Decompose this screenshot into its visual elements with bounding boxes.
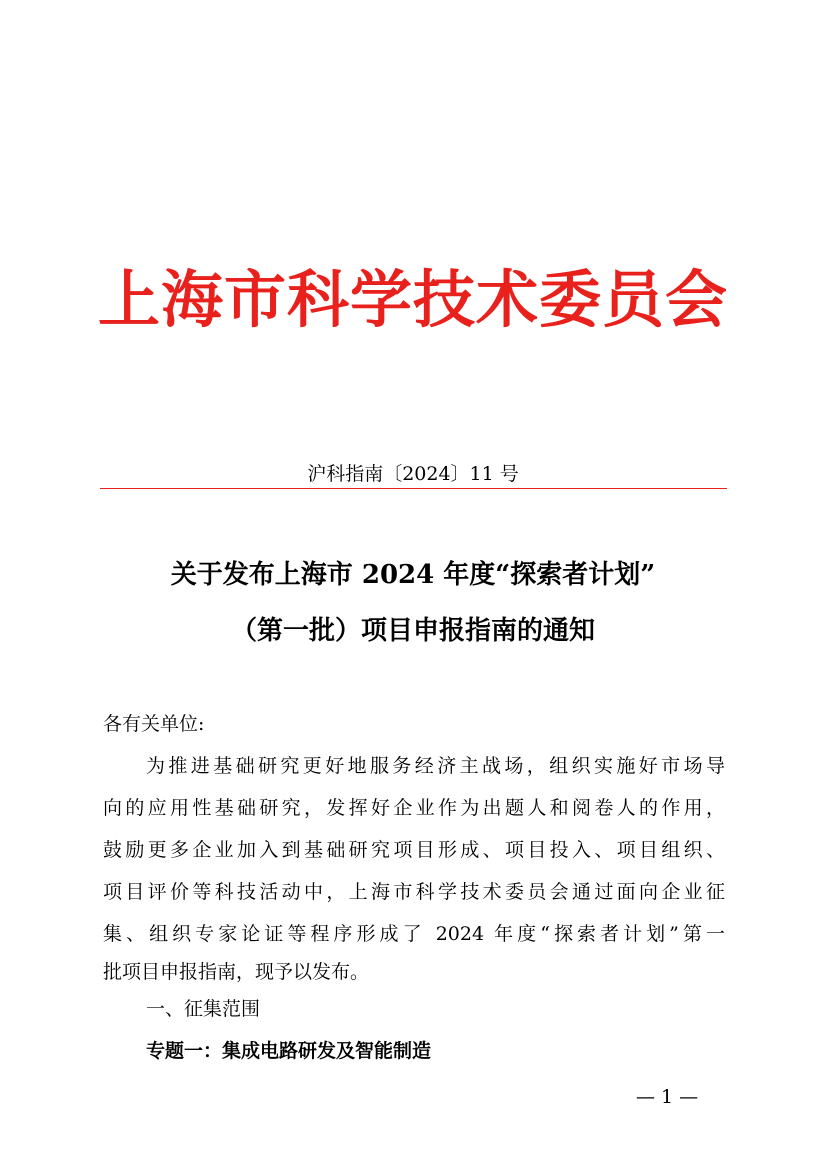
paragraph-line: 鼓励更多企业加入到基础研究项目形成、项目投入、项目组织、 [103,839,725,861]
paragraph-line: 向的应用性基础研究，发挥好企业作为出题人和阅卷人的作用， [103,797,725,819]
header-red-rule [100,488,727,489]
notice-title-line-2: （第一批）项目申报指南的通知 [230,616,595,646]
page-number: — 1 — [636,1086,699,1108]
paragraph-line: 为推进基础研究更好地服务经济主战场，组织实施好市场导 [146,755,725,777]
salutation: 各有关单位: [103,713,205,735]
paragraph-line: 集、组织专家论证等程序形成了 2024 年度“探索者计划”第一 [103,923,725,945]
notice-title-line-1: 关于发布上海市 2024 年度“探索者计划” [170,560,656,590]
document-number: 沪科指南〔2024〕11 号 [307,463,519,485]
section-heading: 一、征集范围 [146,998,261,1020]
topic-heading: 专题一：集成电路研发及智能制造 [146,1040,432,1062]
paragraph-line: 项目评价等科技活动中，上海市科学技术委员会通过面向企业征 [103,881,725,903]
paragraph-line: 批项目申报指南，现予以发布。 [103,961,370,983]
issuing-organization: 上海市科学技术委员会 [97,263,728,336]
